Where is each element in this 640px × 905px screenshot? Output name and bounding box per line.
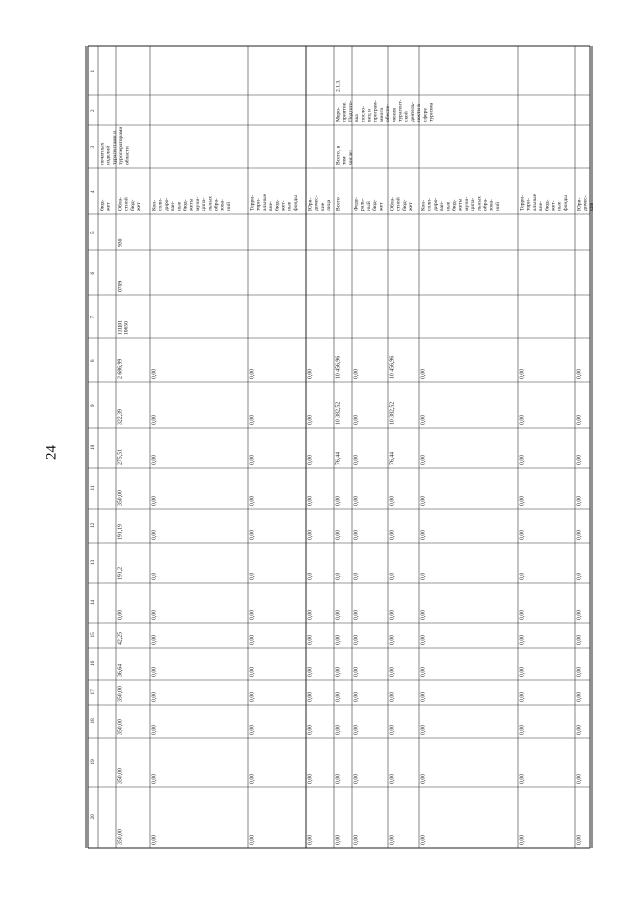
cell-value: 0,00	[335, 666, 342, 677]
cell-c6: 0709	[117, 280, 124, 292]
cell-value: 0,00	[353, 529, 360, 540]
cell-value: 0,00	[420, 529, 427, 540]
cell-value: 0,00	[307, 724, 314, 735]
cell-value: 0,00	[420, 414, 427, 425]
cell-value: 0,00	[576, 368, 583, 379]
cell-value: 0,00	[389, 666, 396, 677]
cell-value: 0,00	[389, 834, 396, 845]
page-number: 24	[43, 445, 60, 460]
cell-value: 0,00	[389, 634, 396, 645]
cell-value: 0,00	[249, 773, 256, 784]
column-number: 6	[90, 271, 96, 275]
cell-value: 0,00	[353, 666, 360, 677]
cell-value: 0,00	[307, 368, 314, 379]
cell-value: 0,00	[576, 634, 583, 645]
cell-value: 0,00	[389, 773, 396, 784]
cell-value: 0,00	[307, 634, 314, 645]
cell-value: 0,00	[151, 666, 158, 677]
cell-value: 0,00	[335, 834, 342, 845]
cell-value: 0,00	[249, 414, 256, 425]
cell-value: 76,44	[389, 451, 396, 465]
column-number: 11	[90, 485, 96, 491]
cell-value: 0,00	[389, 495, 396, 506]
cell-value: 0,00	[389, 529, 396, 540]
cell-value: 0,00	[576, 609, 583, 620]
cell-c3: печатныхизделийтурагентами итуроператорамиобласти	[99, 126, 131, 165]
cell-value: 0,00	[353, 834, 360, 845]
cell-value: 76,44	[335, 451, 342, 465]
cell-c4: Феде-раль-ныйбюд-жет	[353, 196, 385, 211]
cell-value: 0,00	[307, 834, 314, 845]
cell-value: 0,00	[249, 529, 256, 540]
cell-value: 0,00	[576, 773, 583, 784]
cell-value: 0,00	[151, 609, 158, 620]
cell-value: 0,00	[420, 634, 427, 645]
cell-value: 0,00	[151, 724, 158, 735]
cell-value: 0,00	[353, 368, 360, 379]
cell-value: 0,00	[420, 666, 427, 677]
cell-value: 350,00	[117, 686, 124, 702]
cell-value: 0,00	[519, 609, 526, 620]
cell-c7: 11Ц0110650	[117, 319, 130, 335]
cell-value: 0,00	[519, 529, 526, 540]
cell-value: 0,00	[519, 834, 526, 845]
cell-value: 0,00	[420, 691, 427, 702]
cell-value: 0,00	[576, 724, 583, 735]
cell-value: 0,00	[151, 454, 158, 465]
cell-value: 0,00	[151, 529, 158, 540]
cell-value: 0,0	[353, 572, 360, 580]
cell-value: 0,00	[307, 454, 314, 465]
cell-value: 10 382,52	[389, 401, 396, 425]
cell-value: 2 686,99	[117, 358, 124, 379]
cell-value: 0,00	[519, 414, 526, 425]
cell-value: 0,00	[576, 691, 583, 702]
column-number: 10	[90, 444, 96, 450]
cell-value: 0,00	[307, 529, 314, 540]
cell-c4: Кон-соли-диро-ван-ныебюд-жетымуни-ципа-льныхобра-зова-ний	[151, 196, 232, 211]
cell-value: 0,0	[151, 572, 158, 580]
cell-value: 0,0	[249, 572, 256, 580]
cell-value: 0,00	[249, 454, 256, 465]
cell-value: 0,00	[353, 609, 360, 620]
cell-value: 0,00	[519, 691, 526, 702]
cell-value: 0,00	[420, 773, 427, 784]
cell-value: 0,00	[249, 495, 256, 506]
cell-value: 42,25	[117, 631, 124, 645]
cell-value: 0,00	[151, 414, 158, 425]
cell-value: 0,00	[249, 691, 256, 702]
column-number: 8	[90, 359, 96, 362]
cell-value: 0,0	[519, 572, 526, 580]
column-number: 16	[90, 660, 96, 666]
cell-c3: Всего, втомчисле:	[335, 145, 354, 165]
cell-value: 0,00	[519, 666, 526, 677]
cell-value: 0,00	[353, 454, 360, 465]
cell-value: 0,00	[576, 454, 583, 465]
cell-value: 0,0	[576, 572, 583, 580]
cell-value: 0,00	[335, 609, 342, 620]
cell-value: 0,00	[335, 773, 342, 784]
cell-c4: бюд-жет	[99, 199, 112, 211]
cell-value: 0,00	[389, 724, 396, 735]
cell-value: 0,00	[151, 691, 158, 702]
cell-value: 191,19	[117, 524, 124, 540]
column-number: 9	[90, 404, 96, 407]
cell-value: 0,00	[353, 414, 360, 425]
cell-value: 0,00	[519, 368, 526, 379]
cell-value: 0,00	[249, 634, 256, 645]
cell-value: 0,0	[420, 572, 427, 580]
cell-value: 0,0	[389, 572, 396, 580]
column-number: 5	[90, 231, 96, 234]
cell-value: 0,00	[249, 368, 256, 379]
cell-value: 0,00	[353, 634, 360, 645]
column-number: 17	[90, 689, 96, 695]
cell-value: 0,00	[519, 634, 526, 645]
cell-c4: Кон-соли-диро-ван-ныебюд-жетымуни-ципа-льныхобра-зова-ний	[420, 196, 501, 211]
column-number: 1	[90, 69, 96, 73]
cell-value: 0,00	[249, 834, 256, 845]
cell-value: 0,00	[151, 495, 158, 506]
cell-value: 275,51	[117, 449, 124, 465]
cell-value: 0,00	[307, 495, 314, 506]
cell-value: 0,00	[420, 609, 427, 620]
cell-value: 10 456,96	[389, 355, 396, 379]
cell-value: 0,00	[353, 495, 360, 506]
cell-value: 0,00	[420, 495, 427, 506]
cell-value: 0,00	[420, 454, 427, 465]
cell-value: 0,00	[151, 368, 158, 379]
cell-value: 0,00	[420, 724, 427, 735]
cell-value: 0,00	[151, 634, 158, 645]
cell-c5: 930	[117, 238, 124, 247]
cell-c4: Обла-стнойбюд-жет	[389, 197, 415, 211]
cell-value: 0,00	[307, 609, 314, 620]
cell-value: 350,00	[117, 829, 124, 845]
cell-value: 350,00	[117, 768, 124, 784]
cell-value: 0,00	[249, 609, 256, 620]
cell-value: 0,00	[335, 724, 342, 735]
cell-value: 0,0	[307, 572, 314, 580]
cell-value: 0,00	[249, 666, 256, 677]
cell-value: 0,00	[307, 773, 314, 784]
cell-value: 0,00	[420, 834, 427, 845]
cell-value: 0,00	[307, 414, 314, 425]
cell-c2: Меро-приятие.Подгото-вкапосло-виц ипрограм-многообеспе-чениятурагент-скойдеятель-ности всферетуризма	[335, 99, 435, 122]
cell-value: 0,00	[576, 529, 583, 540]
cell-value: 0,00	[519, 724, 526, 735]
column-number: 2	[90, 109, 96, 112]
cell-value: 36,64	[117, 663, 124, 677]
column-number: 18	[90, 718, 96, 724]
column-number: 4	[90, 190, 96, 193]
cell-value: 0,00	[117, 609, 124, 620]
cell-value: 10 382,52	[335, 401, 342, 425]
cell-value: 0,00	[307, 691, 314, 702]
cell-value: 0,00	[519, 454, 526, 465]
cell-value: 322,39	[117, 409, 124, 425]
cell-value: 350,00	[117, 719, 124, 735]
cell-c4: Терри-тори-альныевне-бюд-жет-ныефонды	[519, 193, 569, 211]
cell-value: 0,0	[335, 572, 342, 580]
cell-c1: 2.1.3.	[335, 79, 342, 92]
cell-value: 0,00	[335, 634, 342, 645]
column-number: 13	[90, 559, 96, 565]
cell-value: 0,00	[389, 691, 396, 702]
cell-value: 0,00	[389, 609, 396, 620]
cell-value: 0,00	[151, 834, 158, 845]
cell-value: 0,00	[420, 368, 427, 379]
cell-c4: Всего	[335, 197, 342, 211]
column-number: 19	[90, 759, 96, 765]
cell-value: 0,00	[307, 666, 314, 677]
column-number: 7	[90, 315, 96, 319]
cell-value: 0,00	[353, 724, 360, 735]
cell-c4: Юри-дичес-кие	[576, 195, 595, 211]
column-number: 15	[90, 632, 96, 638]
cell-value: 10 456,96	[335, 355, 342, 379]
cell-value: 0,00	[335, 691, 342, 702]
column-number: 14	[90, 599, 96, 605]
cell-value: 0,00	[353, 773, 360, 784]
column-number: 12	[90, 522, 96, 528]
column-number: 20	[90, 814, 96, 820]
cell-value: 0,00	[335, 495, 342, 506]
cell-value: 0,00	[576, 834, 583, 845]
cell-value: 0,00	[576, 666, 583, 677]
cell-value: 0,00	[576, 414, 583, 425]
cell-value: 0,00	[335, 529, 342, 540]
cell-value: 191,2	[117, 566, 124, 580]
cell-value: 0,00	[519, 773, 526, 784]
cell-c4: Юри-дичес-киелица	[307, 195, 333, 211]
cell-c4: Обла-стнойбюд-жет	[117, 197, 143, 211]
cell-value: 0,00	[353, 691, 360, 702]
cell-c4: Терри-тори-альныевне-бюд-жет-ныефонды	[249, 193, 299, 211]
cell-value: 0,00	[151, 773, 158, 784]
cell-value: 0,00	[519, 495, 526, 506]
cell-value: 350,00	[117, 490, 124, 506]
cell-value: 0,00	[576, 495, 583, 506]
cell-value: 0,00	[249, 724, 256, 735]
column-number: 3	[90, 145, 96, 149]
